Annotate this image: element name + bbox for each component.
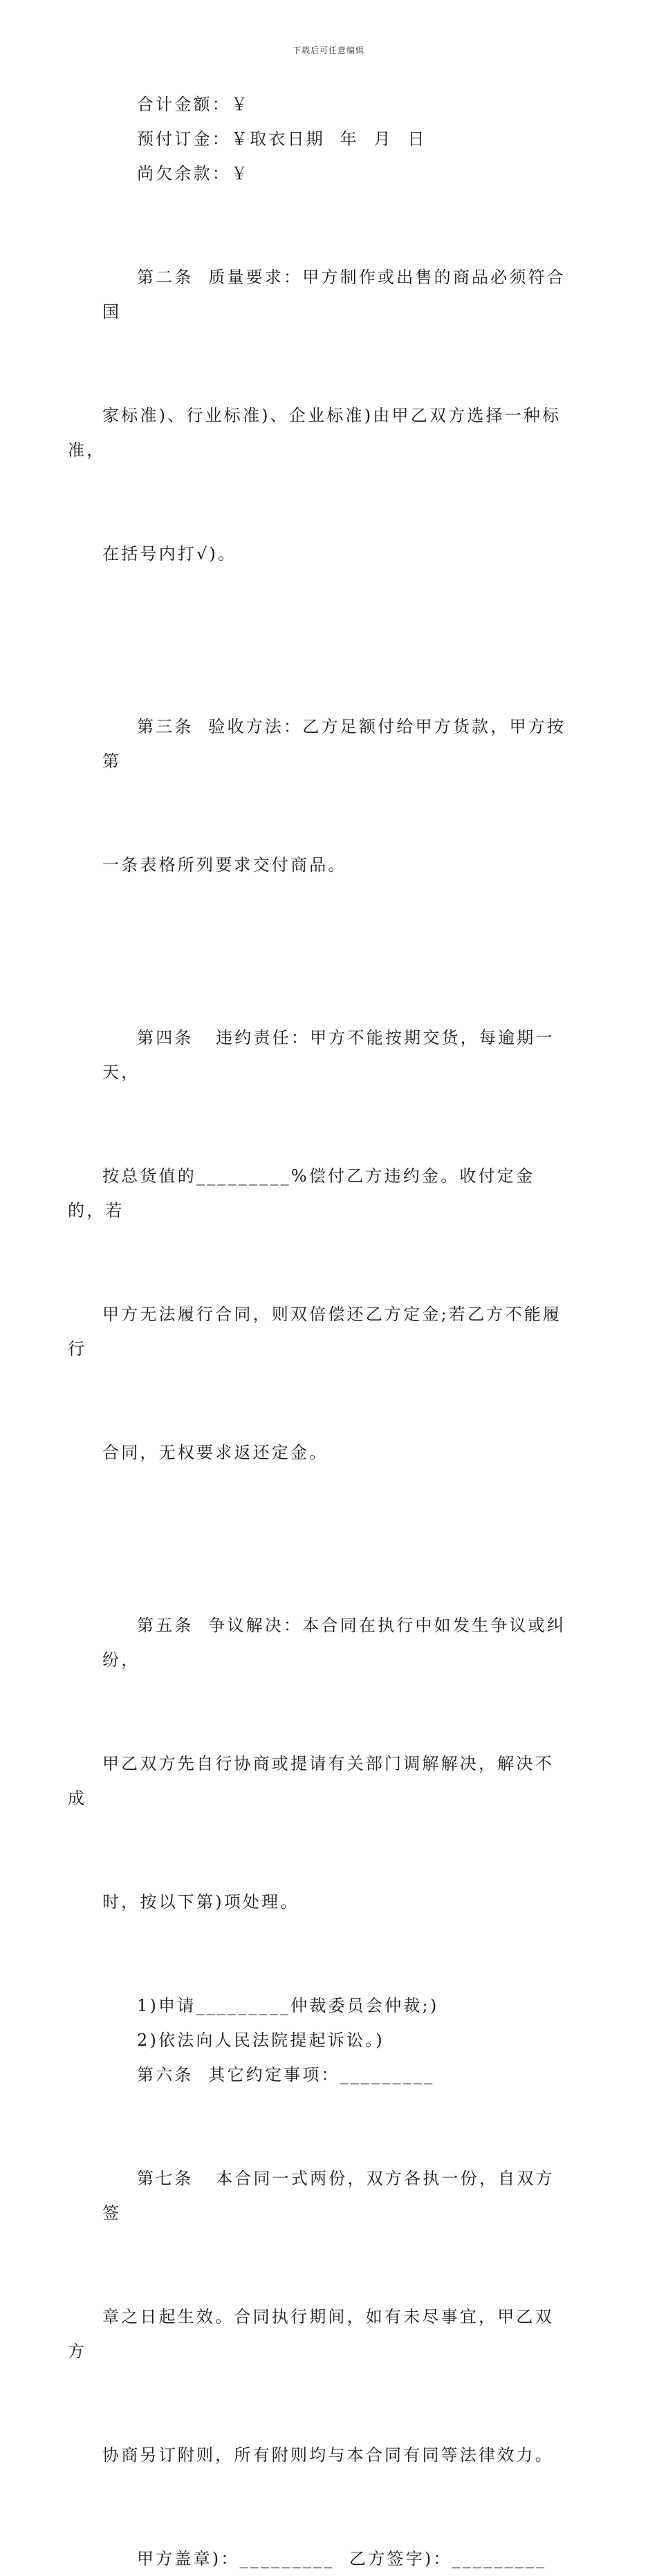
text-line: 甲方无法履行合同，则双倍偿还乙方定金;若乙方不能履行 [68, 1305, 562, 1359]
text-line: 合同，无权要求返还定金。 [102, 1443, 328, 1462]
page-header-note: 下载后可任意编辑 [292, 46, 364, 55]
article-4-liability [68, 951, 567, 1539]
total-amount-line [102, 87, 567, 122]
article-2-quality [68, 191, 567, 640]
document-body [68, 87, 567, 2576]
article-3-acceptance [102, 640, 567, 951]
text-line: 尚欠余款：￥ [137, 164, 250, 183]
dispute-option-2 [102, 2023, 567, 2057]
dispute-option-1 [102, 1988, 567, 2023]
text-line: 一条表格所列要求交付商品。 [102, 855, 347, 875]
text-line: 第六条 其它约定事项：_________ [137, 2065, 435, 2084]
text-line: 甲乙双方先自行协商或提请有关部门调解解决，解决不成 [68, 1754, 554, 1808]
text-line: 第二条 质量要求：甲方制作或出售的商品必须符合国 [102, 268, 566, 321]
text-line: 2)依法向人民法院提起诉讼。) [137, 2031, 385, 2050]
signature-line [102, 2541, 567, 2576]
text-line: 第三条 验收方法：乙方足额付给甲方货款，甲方按第 [102, 717, 566, 771]
text-line: 协商另订附则，所有附则均与本合同有同等法律效力。 [102, 2445, 554, 2465]
text-line: 1)申请_________仲裁委员会仲裁;) [137, 1996, 439, 2015]
text-line: 家标准)、行业标准)、企业标准)由甲乙双方选择一种标准， [68, 406, 562, 460]
text-line: 甲方盖章)：_________ 乙方签字)：_________ [137, 2549, 547, 2568]
balance-due-line [102, 156, 567, 191]
text-line: 第七条 本合同一式两份，双方各执一份，自双方签 [102, 2169, 555, 2223]
deposit-line [102, 122, 567, 156]
text-line: 预付订金：￥取衣日期 年 月 日 [137, 129, 427, 149]
text-line: 时，按以下第)项处理。 [102, 1892, 299, 1912]
text-line: 按总货值的_________%偿付乙方违约金。收付定金的，若 [68, 1166, 535, 1220]
text-line: 在括号内打√)。 [102, 544, 237, 563]
article-5-dispute [68, 1539, 567, 1988]
article-7-effect [68, 2092, 567, 2541]
text-line: 第五条 争议解决：本合同在执行中如发生争议或纠纷， [102, 1616, 566, 1670]
text-line: 第四条 违约责任：甲方不能按期交货，每逾期一天， [102, 1028, 555, 1082]
article-6-other [102, 2057, 567, 2092]
text-line: 合计金额：￥ [137, 95, 250, 114]
text-line: 章之日起生效。合同执行期间，如有未尽事宜，甲乙双方 [68, 2307, 554, 2361]
